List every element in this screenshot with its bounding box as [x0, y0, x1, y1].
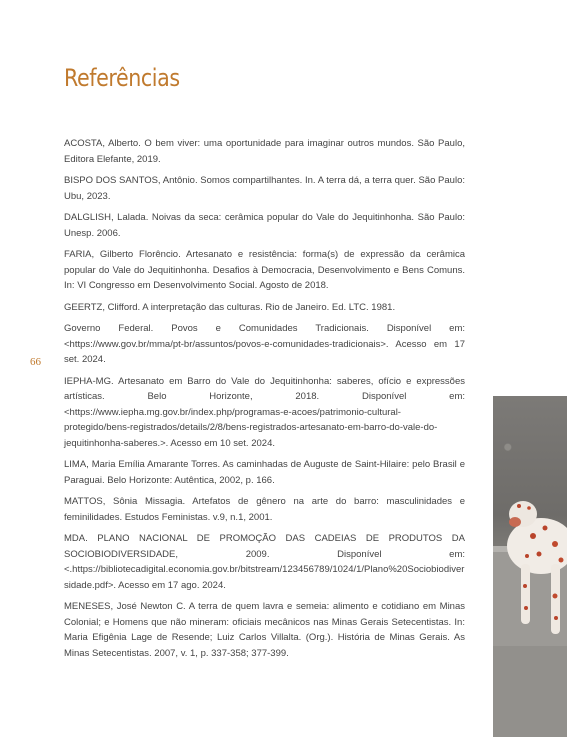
painted-spot: [523, 584, 527, 588]
painted-spot: [525, 554, 529, 558]
reference-item: Governo Federal. Povos e Comunidades Tradicionais. Disponível em: <https://www.gov.br/mma/pt-br/assuntos/povos-e-comunidades-tradicionais>. Acesso em 17 set. 2024.: [64, 323, 465, 365]
painted-spot: [559, 558, 564, 563]
painted-spot: [524, 606, 528, 610]
reference-item: MATTOS, Sônia Missagia. Artefatos de gênero na arte do barro: masculinidades e feminilidades. Estudos Feministas. v.9, n.1, 2001.: [64, 496, 465, 523]
painted-spot: [527, 506, 531, 510]
painted-spot: [543, 526, 548, 531]
figure-leg: [521, 564, 530, 624]
reference-item: BISPO DOS SANTOS, Antônio. Somos compartilhantes. In. A terra dá, a terra quer. São Paulo: Ubu, 2023.: [64, 175, 465, 202]
reference-item: GEERTZ, Clifford. A interpretação das culturas. Rio de Janeiro. Ed. LTC. 1981.: [64, 301, 396, 313]
reference-item: FARIA, Gilberto Florêncio. Artesanato e resistência: forma(s) de expressão da cerâmica popular do Vale do Jequitinhonha. Desafios à Democracia, Desenvolvimento e Bens Comuns. In: VI Congresso em Desenvolvimento Social. Agosto de 2018.: [64, 249, 465, 291]
ceramic-figure-photo: [493, 396, 567, 737]
painted-spot: [530, 533, 536, 539]
reference-list: [64, 136, 465, 667]
reference-item: LIMA, Maria Emília Amarante Torres. As caminhadas de Auguste de Saint-Hilaire: pelo Brasil e Paraguai. Belo Horizonte: Autêntica, 2002, p. 166.: [64, 459, 465, 486]
ground-shadow: [493, 646, 567, 737]
page-number: 66: [30, 356, 41, 368]
figure-snout: [509, 517, 521, 527]
reference-item: DALGLISH, Lalada. Noivas da seca: cerâmica popular do Vale do Jequitinhonha. São Paulo: Unesp. 2006.: [64, 212, 465, 239]
reference-item: IEPHA-MG. Artesanato em Barro do Vale do Jequitinhonha: saberes, ofício e expressões artísticas. Belo Horizonte, 2018. Disponível em: <https://www.iepha.mg.gov.br/index.php/programas-e-acoes/patrimonio-cultural-protegido/bens-registrados/details/2/8/bens-registrados-artesanato-em-barro-do-vale-do-jequitinhonha-saberes.>. Acesso em 10 set. 2024.: [64, 375, 465, 449]
painted-spot: [537, 552, 542, 557]
painted-spot: [517, 504, 521, 508]
ceramic-animal-illustration: [493, 396, 567, 737]
reference-item: MDA. PLANO NACIONAL DE PROMOÇÃO DAS CADEIAS DE PRODUTOS DA SOCIOBIODIVERSIDADE, 2009. Disponível em: <.https://bibliotecadigital.economia.gov.br/bitstream/123456789/1024/1/Plano%20Sociobiodiversidade.pdf>. Acesso em 17 ago. 2024.: [64, 533, 465, 591]
reference-item: ACOSTA, Alberto. O bem viver: uma oportunidade para imaginar outros mundos. São Paulo, Editora Elefante, 2019.: [64, 138, 465, 165]
figure-leg: [551, 564, 560, 634]
painted-spot: [553, 594, 558, 599]
page-title: Referências: [64, 64, 180, 92]
painted-spot: [554, 616, 558, 620]
painted-spot: [552, 541, 558, 547]
reference-item: MENESES, José Newton C. A terra de quem lavra e semeia: alimento e cotidiano em Minas Colonial; e Homens que não mineram: oficiais mecânicos nas Minas Gerais Setecentistas. In: Maria Efigênia Lage de Resende; Luiz Carlos Villalta. (Org.). História de Minas Gerais. As Minas Setecentistas. 2007, v. 1, p. 337-358; 377-399.: [64, 601, 465, 659]
